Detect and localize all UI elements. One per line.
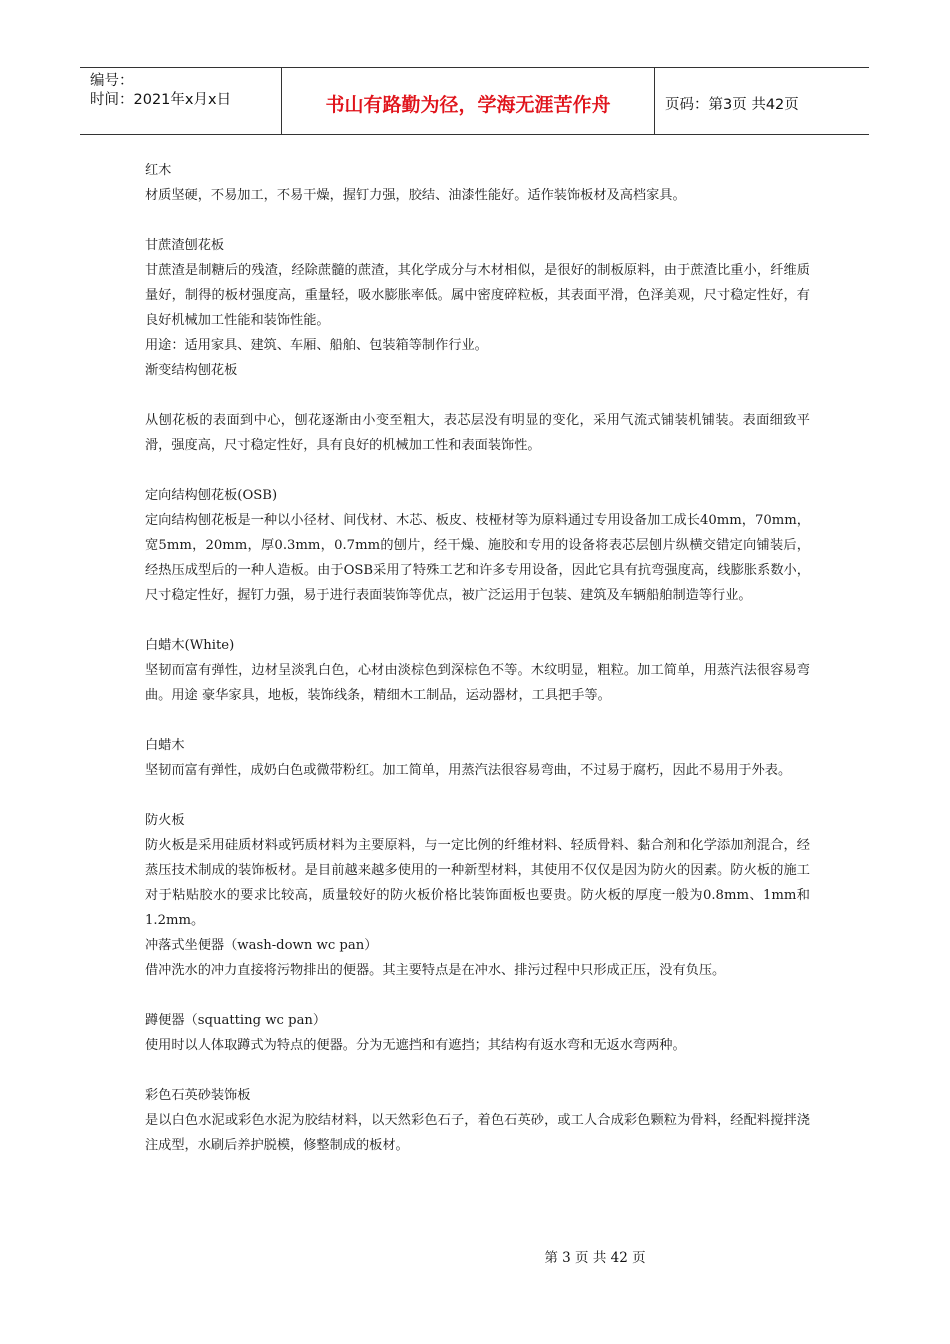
page-header (80, 67, 869, 135)
header-page-info: 页码：第3页 共42页 (665, 96, 799, 113)
header-meta (80, 68, 281, 134)
section-paragraph: 坚韧而富有弹性，边材呈淡乳白色，心材由淡棕色到深棕色不等。木纹明显，粗粒。加工简单，用蒸汽法很容易弯曲。用途 豪华家具，地板，装饰线条，精细木工制品，运动器材，工具把手等。 (145, 663, 810, 703)
section-paragraph: 坚韧而富有弹性，成奶白色或微带粉红。加工简单，用蒸汽法很容易弯曲，不过易于腐朽，因此不易用于外表。 (145, 763, 792, 778)
section-title: 彩色石英砂装饰板 (145, 1088, 251, 1103)
section-title: 甘蔗渣刨花板 (145, 238, 225, 253)
header-motto: 书山有路勤为径，学海无涯苦作舟 (281, 68, 655, 134)
document-number-label: 编号： (90, 73, 134, 89)
section-paragraph: 定向结构刨花板是一种以小径材、间伐材、木芯、板皮、枝桠材等为原料通过专用设备加工成长40mm，70mm，宽5mm，20mm，厚0.3mm，0.7mm的刨片，经干燥、施胶和专用的设备将表芯层刨片纵横交错定向铺装后，经热压成型后的一种人造板。由于OSB采用了特殊工艺和许多专用设备，因此它具有抗弯强度高，线膨胀系数小，尺寸稳定性好，握钉力强，易于进行表面装饰等优点，被广泛运用于包装、建筑及车辆船舶制造等行业。 (145, 513, 810, 603)
section-title: 定向结构刨花板(OSB) (145, 488, 278, 503)
section-title: 白蜡木 (145, 738, 185, 753)
section-paragraph: 甘蔗渣是制糖后的残渣，经除蔗髓的蔗渣，其化学成分与木材相似，是很好的制板原料，由于蔗渣比重小，纤维质量好，制得的板材强度高，重量轻，吸水膨胀率低。属中密度碎粒板，其表面平滑，色泽美观，尺寸稳定性好，有良好机械加工性能和装饰性能。 (145, 263, 810, 328)
section-title: 防火板 (145, 813, 185, 828)
section-title: 白蜡木(White) (145, 638, 235, 653)
section-title: 渐变结构刨花板 (145, 363, 238, 378)
section-paragraph: 从刨花板的表面到中心，刨花逐渐由小变至粗大，表芯层没有明显的变化，采用气流式铺装机铺装。表面细致平滑，强度高，尺寸稳定性好，具有良好的机械加工性和表面装饰性。 (145, 413, 810, 453)
section-paragraph: 使用时以人体取蹲式为特点的便器。分为无遮挡和有遮挡；其结构有返水弯和无返水弯两种。 (145, 1038, 686, 1053)
section-paragraph: 防火板是采用硅质材料或钙质材料为主要原料，与一定比例的纤维材料、轻质骨料、黏合剂和化学添加剂混合，经蒸压技术制成的装饰板材。是目前越来越多使用的一种新型材料，其使用不仅仅是因为防火的因素。防火板的施工对于粘贴胶水的要求比较高，质量较好的防火板价格比装饰面板也要贵。防火板的厚度一般为0.8mm、1mm和1.2mm。 (145, 838, 810, 928)
section-paragraph: 是以白色水泥或彩色水泥为胶结材料，以天然彩色石子，着色石英砂，或工人合成彩色颗粒为骨料，经配料搅拌浇注成型，水刷后养护脱模，修整制成的板材。 (145, 1113, 810, 1153)
document-date-label: 时间：2021年x月x日 (90, 92, 232, 108)
document-body (145, 158, 810, 1158)
section-title: 红木 (145, 163, 172, 178)
section-title: 冲落式坐便器（wash-down wc pan） (145, 938, 378, 953)
footer-page-number: 第 3 页 共 42 页 (544, 1250, 646, 1266)
section-paragraph: 借冲洗水的冲力直接将污物排出的便器。其主要特点是在冲水、排污过程中只形成正压，没有负压。 (145, 963, 726, 978)
page-footer (0, 1246, 950, 1266)
section-title: 蹲便器（squatting wc pan） (145, 1013, 327, 1028)
section-paragraph: 用途：适用家具、建筑、车厢、船舶、包装箱等制作行业。 (145, 338, 488, 353)
section-paragraph: 材质坚硬，不易加工，不易干燥，握钉力强，胶结、油漆性能好。适作装饰板材及高档家具。 (145, 188, 686, 203)
